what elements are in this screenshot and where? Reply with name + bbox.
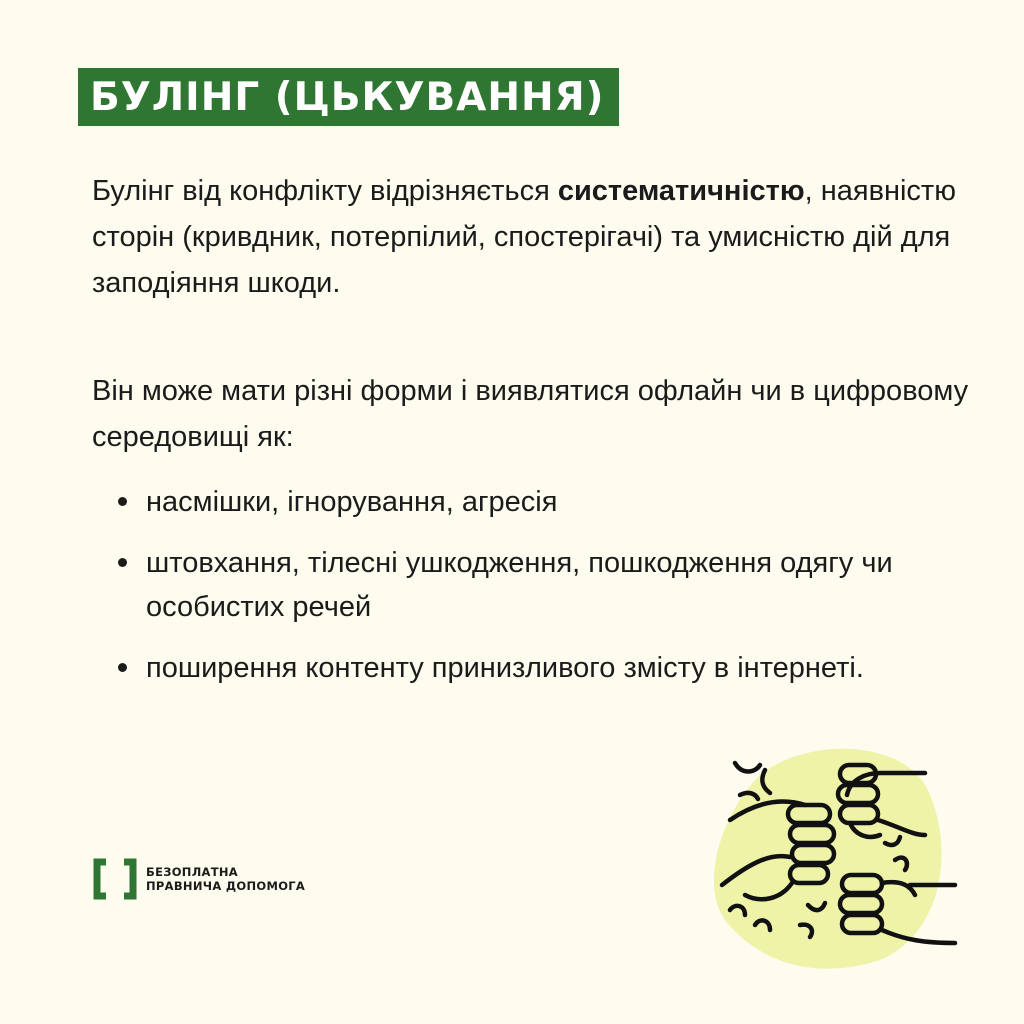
logo-text	[146, 865, 305, 893]
title-banner	[78, 68, 619, 126]
intro-text-end: , наявністю сторін (кривдник, потерпілий, спостерігачі) та умисністю дій для заподіяння шкоди.	[92, 175, 956, 299]
list-item	[116, 541, 916, 629]
brackets-icon	[92, 858, 138, 900]
bullet-icon	[118, 497, 127, 506]
list-item-text: штовхання, тілесні ушкодження, пошкодження одягу чи особистих речей	[146, 547, 893, 623]
fists-icon	[700, 735, 970, 975]
intro-text-start: Булінг від конфлікту відрізняється	[92, 175, 558, 207]
logo	[92, 858, 305, 900]
logo-line-1: БЕЗОПЛАТНА	[146, 865, 239, 879]
intro-bold-word: систематичністю	[557, 175, 805, 207]
list-item-text: насмішки, ігнорування, агресія	[146, 486, 558, 518]
list-item	[116, 480, 916, 524]
intro-paragraph	[92, 168, 972, 306]
forms-paragraph: Він може мати різні форми і виявлятися офлайн чи в цифровому середовищі як:	[92, 375, 969, 453]
bullet-icon	[118, 663, 127, 672]
list-item-text: поширення контенту принизливого змісту в інтернеті.	[146, 652, 864, 684]
list-item	[116, 646, 916, 690]
bullet-list	[116, 480, 916, 707]
logo-line-2: ПРАВНИЧА ДОПОМОГА	[146, 879, 306, 893]
bullet-icon	[118, 558, 127, 567]
page-title: БУЛІНГ (ЦЬКУВАННЯ)	[90, 74, 605, 120]
